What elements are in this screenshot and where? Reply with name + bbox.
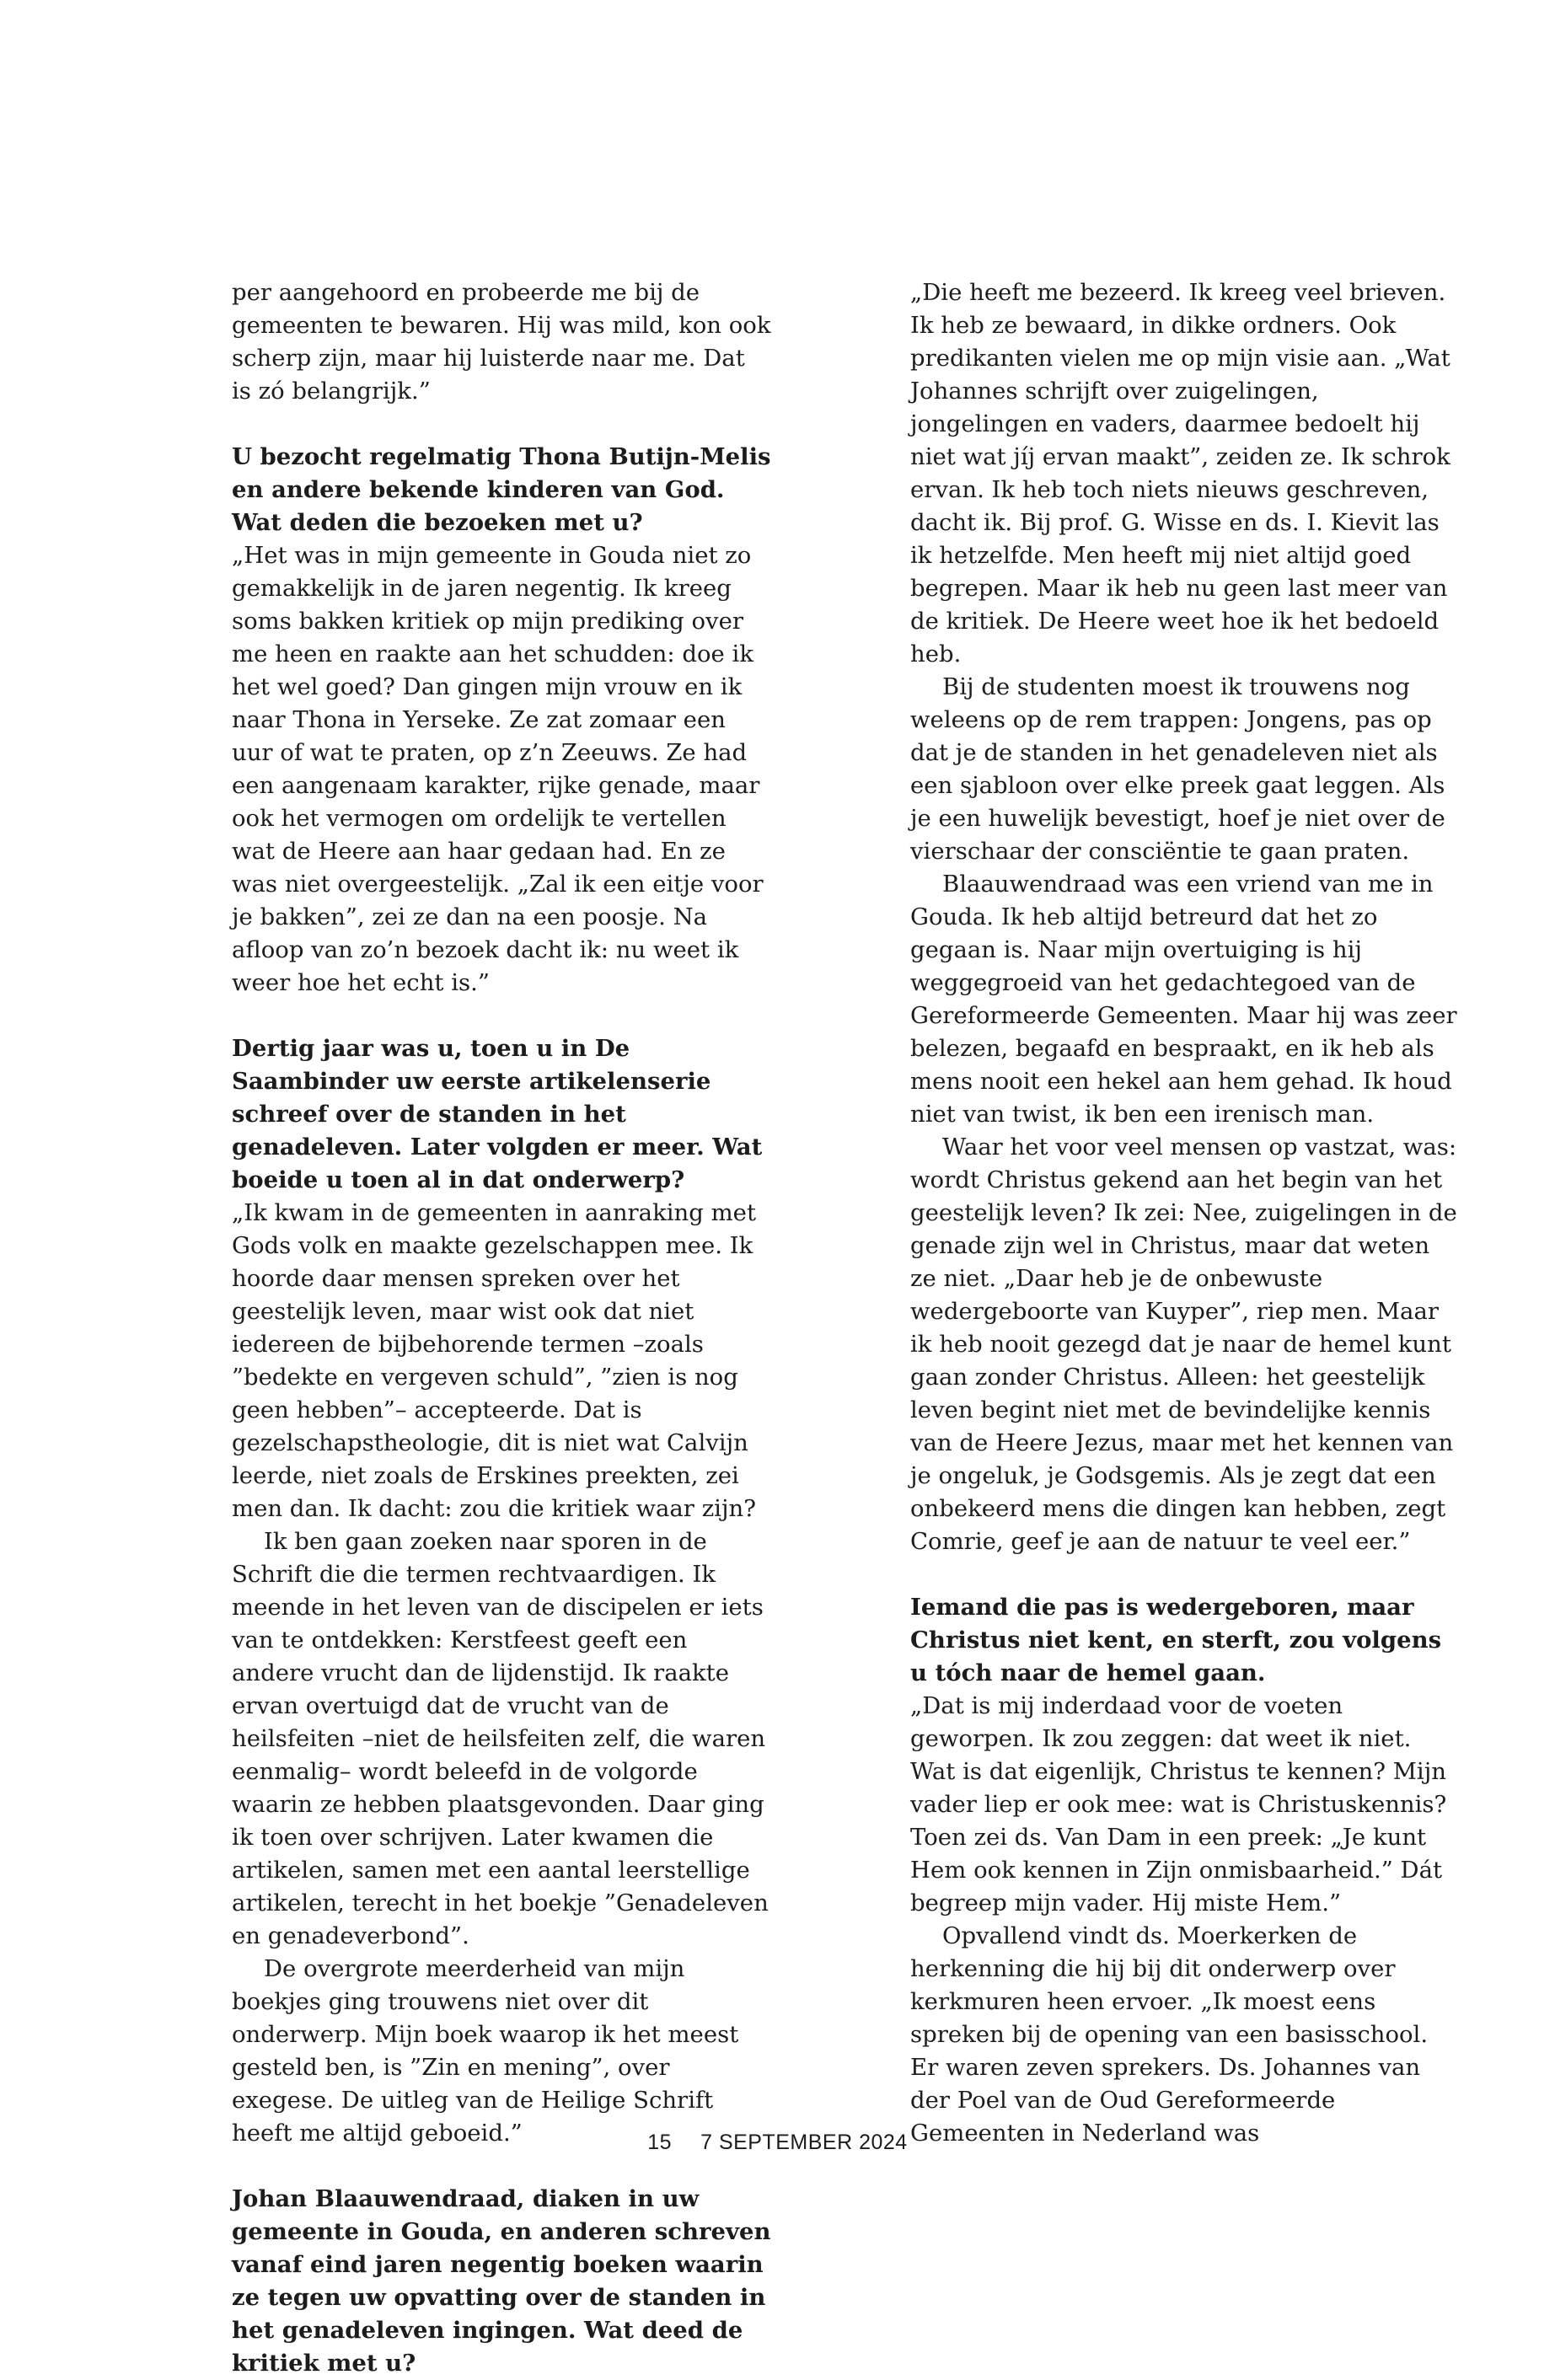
paragraph: Bij de studenten moest ik trouwens nog weleens op de rem trappen: Jongens, pas op dat je de standen in het genadeleven niet als een sjabloon over elke preek gaat leggen. Als je een huwelijk bevestigt, hoef je niet over de vierschaar der consciëntie te gaan praten. [910, 673, 1445, 865]
left-column [232, 276, 771, 2380]
paragraph: De overgrote meerderheid van mijn boekjes ging trouwens niet over dit onderwerp. Mijn boek waarop ik het meest gesteld ben, is ”Zin en mening”, over exegese. De uitleg van de Heilige Schrift heeft me altijd geboeid.” [232, 1955, 739, 2147]
right-column [910, 276, 1458, 2150]
interview-question: Iemand die pas is wedergeboren, maar Christus niet kent, en sterft, zou volgens u tóch naar de hemel gaan. [910, 1594, 1442, 1686]
paragraph: „Dat is mij inderdaad voor de voeten geworpen. Ik zou zeggen: dat weet ik niet. Wat is dat eigenlijk, Christus te kennen? Mijn vader liep er ook mee: wat is Christuskennis? Toen zei ds. Van Dam in een preek: „Je kunt Hem ook kennen in Zijn onmisbaarheid.” Dát begreep mijn vader. Hij miste Hem.” [910, 1692, 1447, 1916]
interview-question: U bezocht regelmatig Thona Butijn-Melis en andere bekende kinderen van God. Wat deden die bezoeken met u? [232, 443, 771, 536]
paragraph: per aangehoord en probeerde me bij de gemeenten te bewaren. Hij was mild, kon ook scherp zijn, maar hij luisterde naar me. Dat is zó belangrijk.” [232, 279, 771, 405]
paragraph: Waar het voor veel mensen op vastzat, was: wordt Christus gekend aan het begin van het geestelijk leven? Ik zei: Nee, zuigelingen in de genade zijn wel in Christus, maar dat weten ze niet. „Daar heb je de onbewuste wedergeboorte van Kuyper”, riep men. Maar ik heb nooit gezegd dat je naar de hemel kunt gaan zonder Christus. Alleen: het geestelijk leven begint niet met de bevindelijke kennis van de Heere Jezus, maar met het kennen van je ongeluk, je Godsgemis. Als je zegt dat een onbekeerd mens die dingen kan hebben, zegt Comrie, geef je aan de natuur te veel eer.” [910, 1134, 1457, 1555]
paragraph: Opvallend vindt ds. Moerkerken de herkenning die hij bij dit onderwerp over kerkmuren heen ervoer. „Ik moest eens spreken bij de opening van een basisschool. Er waren zeven sprekers. Ds. Johannes van der Poel van de Oud Gereformeerde Gemeenten in Nederland was [910, 1922, 1429, 2147]
interview-question: Johan Blaauwendraad, diaken in uw gemeente in Gouda, en anderen schreven vanaf eind jaren negentig boeken waarin ze tegen uw opvatting over de standen in het genadeleven ingingen. Wat deed de kritiek met u? [232, 2185, 771, 2377]
page-number: 15 [647, 2131, 673, 2154]
interview-question: Dertig jaar was u, toen u in De Saambinder uw eerste artikelenserie schreef over de standen in het genadeleven. Later volgden er meer. Wat boeide u toen al in dat onderwerp? [232, 1035, 763, 1193]
issue-date: 7 SEPTEMBER 2024 [700, 2131, 908, 2154]
paragraph: „Het was in mijn gemeente in Gouda niet zo gemakkelijk in de jaren negentig. Ik kreeg soms bakken kritiek op mijn prediking over me heen en raakte aan het schudden: doe ik het wel goed? Dan gingen mijn vrouw en ik naar Thona in Yerseke. Ze zat zomaar een uur of wat te praten, op z’n Zeeuws. Ze had een aangenaam karakter, rijke genade, maar ook het vermogen om ordelijk te vertellen wat de Heere aan haar gedaan had. En ze was niet overgeestelijk. „Zal ik een eitje voor je bakken”, zei ze dan na een poosje. Na afloop van zo’n bezoek dacht ik: nu weet ik weer hoe het echt is.” [232, 542, 764, 996]
paragraph: Ik ben gaan zoeken naar sporen in de Schrift die die termen rechtvaardigen. Ik meende in het leven van de discipelen er iets van te ontdekken: Kerstfeest geeft een andere vrucht dan de lijdenstijd. Ik raakte ervan overtuigd dat de vrucht van de heilsfeiten –niet de heilsfeiten zelf, die waren eenmalig– wordt beleefd in de volgorde waarin ze hebben plaatsgevonden. Daar ging ik toen over schrijven. Later kwamen die artikelen, samen met een aantal leerstellige artikelen, terecht in het boekje ”Genadeleven en genadeverbond”. [232, 1528, 769, 1949]
paragraph: „Die heeft me bezeerd. Ik kreeg veel brieven. Ik heb ze bewaard, in dikke ordners. Ook predikanten vielen me op mijn visie aan. „Wat Johannes schrijft over zuigelingen, jongelingen en vaders, daarmee bedoelt hij niet wat jíj ervan maakt”, zeiden ze. Ik schrok ervan. Ik heb toch niets nieuws geschreven, dacht ik. Bij prof. G. Wisse en ds. I. Kievit las ik hetzelfde. Men heeft mij niet altijd goed begrepen. Maar ik heb nu geen last meer van de kritiek. De Heere weet hoe ik het bedoeld heb. [910, 279, 1450, 667]
paragraph: Blaauwendraad was een vriend van me in Gouda. Ik heb altijd betreurd dat het zo gegaan is. Naar mijn overtuiging is hij weggegroeid van het gedachtegoed van de Gereformeerde Gemeenten. Maar hij was zeer belezen, begaafd en bespraakt, en ik heb als mens nooit een hekel aan hem gehad. Ik houd niet van twist, ik ben een irenisch man. [910, 871, 1457, 1128]
paragraph: „Ik kwam in de gemeenten in aanraking met Gods volk en maakte gezelschappen mee. Ik hoorde daar mensen spreken over het geestelijk leven, maar wist ook dat niet iedereen de bijbehorende termen –zoals ”bedekte en vergeven schuld”, ”zien is nog geen hebben”– accepteerde. Dat is gezelschapstheologie, dit is niet wat Calvijn leerde, niet zoals de Erskines preekten, zei men dan. Ik dacht: zou die kritiek waar zijn? [232, 1199, 756, 1522]
page-footer [0, 2131, 1555, 2155]
